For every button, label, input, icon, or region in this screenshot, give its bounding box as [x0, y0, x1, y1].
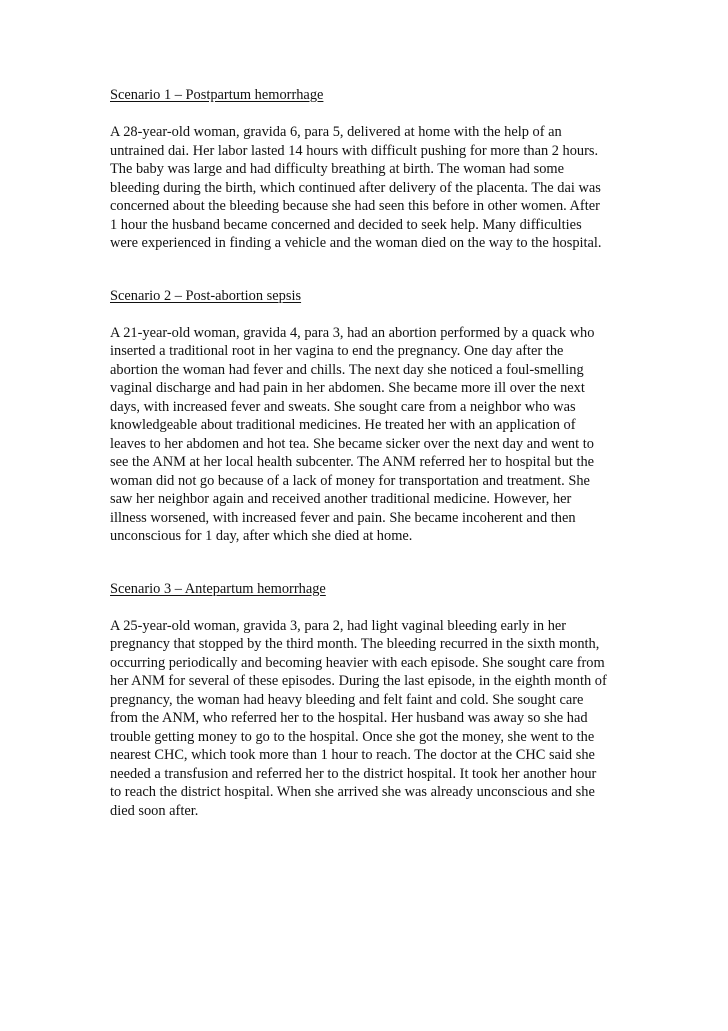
text-line: days, with increased fever and sweats. She sought care from a neighbor who was [110, 398, 576, 415]
text-line: to reach the district hospital. When she arrived she was already unconscious and she [110, 784, 595, 800]
text-line: see the ANM at her local health subcenter. The ANM referred her to hospital but the [110, 454, 595, 470]
text-line: illness worsened, with increased fever and pain. She became incoherent and then [110, 509, 576, 526]
text-line: inserted a traditional root in her vagina to end the pregnancy. One day after the [110, 343, 564, 359]
text-line: bleeding during the birth, which continued after delivery of the placenta. The dai was [110, 179, 601, 196]
text-line: vaginal discharge and had pain in her abdomen. She became more ill over the next [110, 380, 585, 396]
text-line: The baby was large and had difficulty breathing at birth. The woman had some [110, 161, 564, 177]
text-line: untrained dai. Her labor lasted 14 hours with difficult pushing for more than 2 hours. [110, 142, 599, 159]
text-line: woman did not go because of a lack of money for transportation and treatment. She [110, 472, 590, 489]
text-line: concerned about the bleeding because she had seen this before in other women. After [110, 198, 600, 214]
text-line: leaves to her abdomen and hot tea. She became sicker over the next day and went to [110, 435, 594, 452]
text-line: were experienced in finding a vehicle and the woman died on the way to the hospital. [110, 235, 602, 251]
text-line: pregnancy that stopped by the third month. The bleeding recurred in the sixth month, [110, 636, 600, 652]
text-line: A 21-year-old woman, gravida 4, para 3, had an abortion performed by a quack who [110, 324, 595, 341]
text-line: saw her neighbor again and received another traditional medicine. However, her [110, 491, 572, 507]
scenario-2-section [110, 287, 650, 546]
text-line: unconscious for 1 day, after which she died at home. [110, 528, 413, 544]
scenario-3-heading: Scenario 3 – Antepartum hemorrhage [110, 580, 326, 597]
scenario-3-paragraph [110, 617, 650, 821]
text-line: needed a transfusion and referred her to the district hospital. It took her another hour [110, 765, 597, 782]
scenario-1-paragraph [110, 123, 650, 253]
text-line: nearest CHC, which took more than 1 hour to reach. The doctor at the CHC said she [110, 747, 595, 763]
text-line: trouble getting money to go to the hospital. Once she got the money, she went to the [110, 728, 595, 745]
text-line: knowledgeable about traditional medicines. He treated her with an application of [110, 417, 576, 433]
text-line: occurring periodically and becoming heavier with each episode. She sought care from [110, 654, 605, 671]
document-page [110, 86, 650, 820]
text-line: her ANM for several of these episodes. During the last episode, in the eighth month of [110, 673, 607, 689]
text-line: 1 hour the husband became concerned and decided to seek help. Many difficulties [110, 216, 582, 233]
text-line: pregnancy, the woman had heavy bleeding and felt faint and cold. She sought care [110, 691, 584, 708]
scenario-1-section [110, 86, 650, 253]
scenario-2-paragraph [110, 324, 650, 546]
text-line: abortion the woman had fever and chills. The next day she noticed a foul-smelling [110, 361, 584, 378]
text-line: from the ANM, who referred her to the hospital. Her husband was away so she had [110, 710, 588, 726]
scenario-3-section [110, 580, 650, 821]
scenario-2-heading: Scenario 2 – Post-abortion sepsis [110, 287, 302, 304]
text-line: A 28-year-old woman, gravida 6, para 5, delivered at home with the help of an [110, 124, 562, 140]
scenario-1-heading: Scenario 1 – Postpartum hemorrhage [110, 87, 324, 103]
text-line: died soon after. [110, 802, 199, 819]
text-line: A 25-year-old woman, gravida 3, para 2, had light vaginal bleeding early in her [110, 617, 567, 634]
